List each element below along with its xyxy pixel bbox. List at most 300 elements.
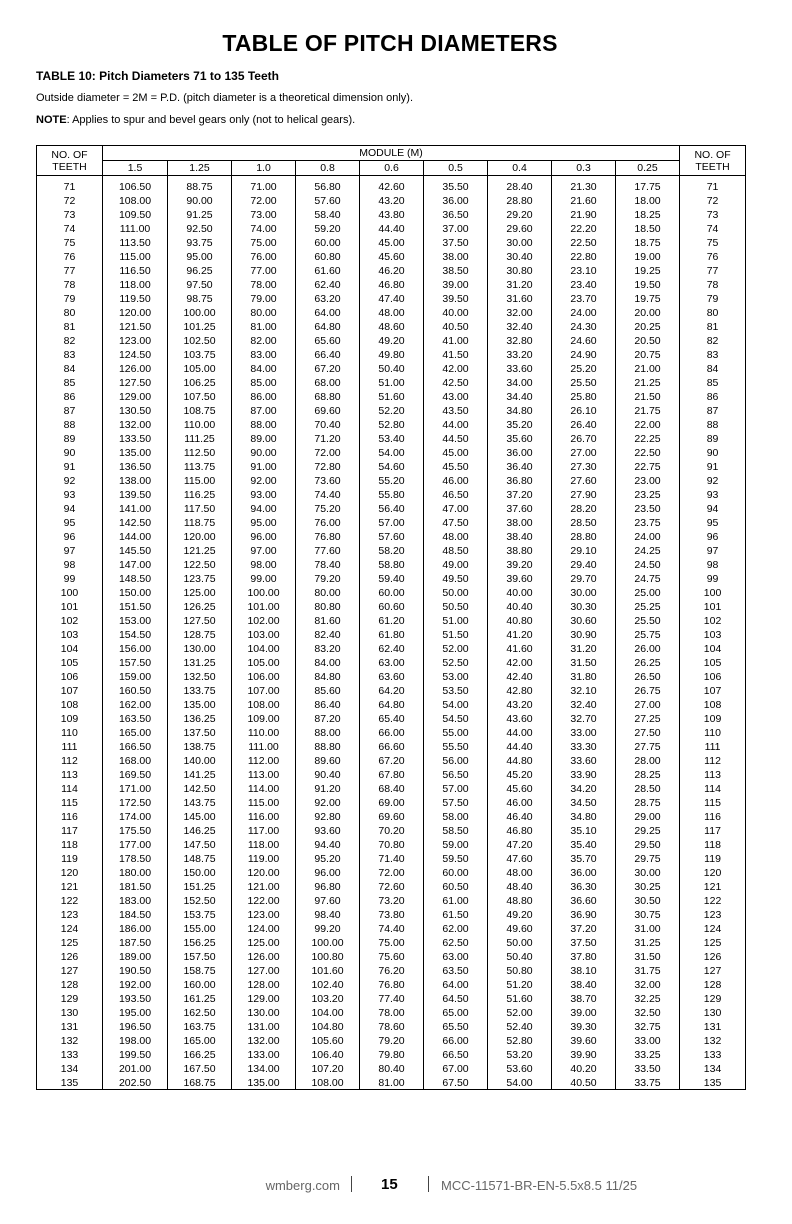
diameter-cell: 113.75 <box>168 460 232 474</box>
table-row <box>37 922 746 936</box>
diameter-cell: 32.40 <box>488 320 552 334</box>
teeth-cell: 130 <box>680 1006 746 1020</box>
diameter-cell: 120.00 <box>232 866 296 880</box>
diameter-cell: 133.00 <box>232 1048 296 1062</box>
diameter-cell: 83.20 <box>296 642 360 656</box>
teeth-cell: 122 <box>680 894 746 908</box>
diameter-cell: 33.00 <box>616 1034 680 1048</box>
diameter-cell: 193.50 <box>103 992 168 1006</box>
teeth-cell: 87 <box>680 404 746 418</box>
diameter-cell: 40.50 <box>424 320 488 334</box>
diameter-cell: 150.00 <box>168 866 232 880</box>
diameter-cell: 30.40 <box>488 250 552 264</box>
diameter-cell: 74.40 <box>296 488 360 502</box>
diameter-cell: 69.00 <box>360 796 424 810</box>
diameter-cell: 29.40 <box>552 558 616 572</box>
teeth-cell: 131 <box>37 1020 103 1034</box>
diameter-cell: 34.80 <box>488 404 552 418</box>
diameter-cell: 81.60 <box>296 614 360 628</box>
teeth-cell: 115 <box>37 796 103 810</box>
diameter-cell: 109.00 <box>232 712 296 726</box>
diameter-cell: 21.30 <box>552 176 616 195</box>
table-row <box>37 684 746 698</box>
diameter-cell: 67.20 <box>360 754 424 768</box>
diameter-cell: 163.75 <box>168 1020 232 1034</box>
pitch-diameter-table <box>36 145 746 1090</box>
diameter-cell: 144.00 <box>103 530 168 544</box>
diameter-cell: 53.00 <box>424 670 488 684</box>
diameter-cell: 52.80 <box>360 418 424 432</box>
diameter-cell: 91.00 <box>232 460 296 474</box>
diameter-cell: 31.20 <box>552 642 616 656</box>
diameter-cell: 64.00 <box>424 978 488 992</box>
diameter-cell: 111.00 <box>232 740 296 754</box>
diameter-cell: 159.00 <box>103 670 168 684</box>
teeth-cell: 127 <box>37 964 103 978</box>
diameter-cell: 67.80 <box>360 768 424 782</box>
diameter-cell: 59.20 <box>296 222 360 236</box>
diameter-cell: 30.50 <box>616 894 680 908</box>
diameter-cell: 60.50 <box>424 880 488 894</box>
diameter-cell: 49.20 <box>360 334 424 348</box>
teeth-cell: 93 <box>680 488 746 502</box>
diameter-cell: 105.60 <box>296 1034 360 1048</box>
table-row <box>37 1020 746 1034</box>
diameter-cell: 32.75 <box>616 1020 680 1034</box>
diameter-cell: 183.00 <box>103 894 168 908</box>
diameter-cell: 102.00 <box>232 614 296 628</box>
diameter-cell: 34.00 <box>488 376 552 390</box>
diameter-cell: 59.00 <box>424 838 488 852</box>
diameter-cell: 53.20 <box>488 1048 552 1062</box>
teeth-cell: 127 <box>680 964 746 978</box>
teeth-cell: 123 <box>37 908 103 922</box>
teeth-cell: 92 <box>680 474 746 488</box>
diameter-cell: 47.20 <box>488 838 552 852</box>
footer-doc-code: MCC-11571-BR-EN-5.5x8.5 11/25 <box>441 1178 638 1193</box>
diameter-cell: 41.20 <box>488 628 552 642</box>
teeth-cell: 97 <box>37 544 103 558</box>
diameter-cell: 116.25 <box>168 488 232 502</box>
diameter-cell: 105.00 <box>168 362 232 376</box>
teeth-header-left: NO. OF TEETH <box>37 146 103 176</box>
diameter-cell: 25.20 <box>552 362 616 376</box>
teeth-cell: 132 <box>37 1034 103 1048</box>
teeth-cell: 94 <box>37 502 103 516</box>
teeth-cell: 126 <box>37 950 103 964</box>
diameter-cell: 69.60 <box>360 810 424 824</box>
teeth-cell: 100 <box>680 586 746 600</box>
diameter-cell: 190.50 <box>103 964 168 978</box>
teeth-cell: 132 <box>680 1034 746 1048</box>
diameter-cell: 76.80 <box>360 978 424 992</box>
diameter-cell: 31.80 <box>552 670 616 684</box>
diameter-cell: 104.00 <box>296 1006 360 1020</box>
diameter-cell: 26.10 <box>552 404 616 418</box>
diameter-cell: 135.00 <box>168 698 232 712</box>
teeth-cell: 124 <box>680 922 746 936</box>
diameter-cell: 39.90 <box>552 1048 616 1062</box>
teeth-cell: 108 <box>37 698 103 712</box>
teeth-cell: 104 <box>680 642 746 656</box>
diameter-cell: 37.60 <box>488 502 552 516</box>
page-title: TABLE OF PITCH DIAMETERS <box>222 30 558 56</box>
diameter-cell: 165.00 <box>103 726 168 740</box>
table-row <box>37 236 746 250</box>
diameter-cell: 92.50 <box>168 222 232 236</box>
diameter-cell: 46.00 <box>488 796 552 810</box>
diameter-cell: 54.50 <box>424 712 488 726</box>
diameter-cell: 129.00 <box>103 390 168 404</box>
diameter-cell: 72.80 <box>296 460 360 474</box>
diameter-cell: 30.00 <box>616 866 680 880</box>
teeth-cell: 81 <box>37 320 103 334</box>
diameter-cell: 198.00 <box>103 1034 168 1048</box>
teeth-cell: 72 <box>680 194 746 208</box>
diameter-cell: 57.50 <box>424 796 488 810</box>
diameter-cell: 77.40 <box>360 992 424 1006</box>
diameter-cell: 86.40 <box>296 698 360 712</box>
diameter-cell: 118.75 <box>168 516 232 530</box>
diameter-cell: 36.30 <box>552 880 616 894</box>
diameter-cell: 148.50 <box>103 572 168 586</box>
diameter-cell: 82.00 <box>232 334 296 348</box>
teeth-cell: 135 <box>37 1076 103 1090</box>
teeth-cell: 90 <box>37 446 103 460</box>
diameter-cell: 55.50 <box>424 740 488 754</box>
diameter-cell: 83.00 <box>232 348 296 362</box>
diameter-cell: 100.80 <box>296 950 360 964</box>
diameter-cell: 45.00 <box>360 236 424 250</box>
diameter-cell: 184.50 <box>103 908 168 922</box>
teeth-cell: 103 <box>37 628 103 642</box>
diameter-cell: 36.60 <box>552 894 616 908</box>
diameter-cell: 151.50 <box>103 600 168 614</box>
table-row <box>37 754 746 768</box>
diameter-cell: 166.50 <box>103 740 168 754</box>
diameter-cell: 34.20 <box>552 782 616 796</box>
diameter-cell: 24.60 <box>552 334 616 348</box>
diameter-cell: 34.80 <box>552 810 616 824</box>
diameter-cell: 29.10 <box>552 544 616 558</box>
diameter-cell: 53.60 <box>488 1062 552 1076</box>
diameter-cell: 60.80 <box>296 250 360 264</box>
diameter-cell: 76.20 <box>360 964 424 978</box>
diameter-cell: 192.00 <box>103 978 168 992</box>
table-row <box>37 908 746 922</box>
diameter-cell: 67.20 <box>296 362 360 376</box>
teeth-cell: 109 <box>680 712 746 726</box>
teeth-cell: 90 <box>680 446 746 460</box>
diameter-cell: 69.60 <box>296 404 360 418</box>
teeth-cell: 113 <box>680 768 746 782</box>
table-row <box>37 404 746 418</box>
diameter-cell: 42.60 <box>360 176 424 195</box>
diameter-cell: 52.40 <box>488 1020 552 1034</box>
diameter-cell: 70.20 <box>360 824 424 838</box>
diameter-cell: 181.50 <box>103 880 168 894</box>
table-row <box>37 992 746 1006</box>
diameter-cell: 118.00 <box>103 278 168 292</box>
diameter-cell: 96.00 <box>296 866 360 880</box>
diameter-cell: 120.00 <box>168 530 232 544</box>
diameter-cell: 123.75 <box>168 572 232 586</box>
table-row <box>37 726 746 740</box>
teeth-cell: 83 <box>37 348 103 362</box>
teeth-cell: 119 <box>37 852 103 866</box>
diameter-cell: 40.00 <box>488 586 552 600</box>
table-row <box>37 176 746 195</box>
diameter-cell: 46.00 <box>424 474 488 488</box>
table-row <box>37 502 746 516</box>
diameter-cell: 105.00 <box>232 656 296 670</box>
table-row <box>37 600 746 614</box>
diameter-cell: 126.00 <box>232 950 296 964</box>
diameter-cell: 81.00 <box>232 320 296 334</box>
diameter-cell: 157.50 <box>103 656 168 670</box>
diameter-cell: 53.50 <box>424 684 488 698</box>
diameter-cell: 28.00 <box>616 754 680 768</box>
diameter-cell: 99.00 <box>232 572 296 586</box>
diameter-cell: 102.40 <box>296 978 360 992</box>
diameter-cell: 86.00 <box>232 390 296 404</box>
diameter-cell: 37.50 <box>552 936 616 950</box>
teeth-cell: 135 <box>680 1076 746 1090</box>
diameter-cell: 25.75 <box>616 628 680 642</box>
diameter-cell: 114.00 <box>232 782 296 796</box>
module-column-header: 0.3 <box>552 161 616 176</box>
diameter-cell: 55.00 <box>424 726 488 740</box>
diameter-cell: 150.00 <box>103 586 168 600</box>
teeth-cell: 81 <box>680 320 746 334</box>
diameter-cell: 107.00 <box>232 684 296 698</box>
diameter-cell: 84.80 <box>296 670 360 684</box>
diameter-cell: 19.50 <box>616 278 680 292</box>
diameter-cell: 28.80 <box>488 194 552 208</box>
diameter-cell: 103.00 <box>232 628 296 642</box>
diameter-cell: 64.80 <box>360 698 424 712</box>
table-row <box>37 390 746 404</box>
teeth-cell: 87 <box>37 404 103 418</box>
diameter-cell: 92.80 <box>296 810 360 824</box>
diameter-cell: 45.20 <box>488 768 552 782</box>
diameter-cell: 65.60 <box>296 334 360 348</box>
table-row <box>37 572 746 586</box>
diameter-cell: 133.75 <box>168 684 232 698</box>
diameter-cell: 127.50 <box>168 614 232 628</box>
diameter-cell: 38.50 <box>424 264 488 278</box>
diameter-cell: 99.20 <box>296 922 360 936</box>
teeth-cell: 82 <box>680 334 746 348</box>
diameter-cell: 148.75 <box>168 852 232 866</box>
diameter-cell: 91.20 <box>296 782 360 796</box>
diameter-cell: 38.70 <box>552 992 616 1006</box>
diameter-cell: 19.00 <box>616 250 680 264</box>
diameter-cell: 76.00 <box>296 516 360 530</box>
diameter-cell: 30.25 <box>616 880 680 894</box>
diameter-cell: 78.40 <box>296 558 360 572</box>
diameter-cell: 96.80 <box>296 880 360 894</box>
diameter-cell: 48.00 <box>488 866 552 880</box>
diameter-cell: 65.50 <box>424 1020 488 1034</box>
diameter-cell: 108.75 <box>168 404 232 418</box>
diameter-cell: 34.50 <box>552 796 616 810</box>
diameter-cell: 75.00 <box>232 236 296 250</box>
diameter-cell: 31.00 <box>616 922 680 936</box>
diameter-cell: 21.90 <box>552 208 616 222</box>
diameter-cell: 51.00 <box>424 614 488 628</box>
table-row <box>37 628 746 642</box>
table-row <box>37 460 746 474</box>
diameter-cell: 31.60 <box>488 292 552 306</box>
diameter-cell: 127.50 <box>103 376 168 390</box>
diameter-cell: 66.40 <box>296 348 360 362</box>
teeth-cell: 73 <box>680 208 746 222</box>
teeth-cell: 96 <box>680 530 746 544</box>
diameter-cell: 135.00 <box>232 1076 296 1090</box>
diameter-cell: 38.00 <box>488 516 552 530</box>
diameter-cell: 31.50 <box>616 950 680 964</box>
diameter-cell: 127.00 <box>232 964 296 978</box>
teeth-cell: 94 <box>680 502 746 516</box>
diameter-cell: 61.20 <box>360 614 424 628</box>
diameter-cell: 80.40 <box>360 1062 424 1076</box>
diameter-cell: 108.00 <box>296 1076 360 1090</box>
table-row <box>37 670 746 684</box>
diameter-cell: 66.00 <box>424 1034 488 1048</box>
diameter-cell: 28.40 <box>488 176 552 195</box>
diameter-cell: 39.60 <box>552 1034 616 1048</box>
diameter-cell: 46.20 <box>360 264 424 278</box>
table-row <box>37 278 746 292</box>
table-row <box>37 936 746 950</box>
table-row <box>37 642 746 656</box>
diameter-cell: 117.00 <box>232 824 296 838</box>
diameter-cell: 58.40 <box>296 208 360 222</box>
diameter-cell: 84.00 <box>232 362 296 376</box>
diameter-cell: 17.75 <box>616 176 680 195</box>
diameter-cell: 74.00 <box>232 222 296 236</box>
table-row <box>37 1006 746 1020</box>
diameter-cell: 95.20 <box>296 852 360 866</box>
diameter-cell: 52.00 <box>424 642 488 656</box>
diameter-cell: 23.40 <box>552 278 616 292</box>
teeth-cell: 113 <box>37 768 103 782</box>
diameter-cell: 166.25 <box>168 1048 232 1062</box>
diameter-cell: 56.40 <box>360 502 424 516</box>
diameter-cell: 38.80 <box>488 544 552 558</box>
diameter-cell: 61.80 <box>360 628 424 642</box>
diameter-cell: 58.20 <box>360 544 424 558</box>
diameter-cell: 187.50 <box>103 936 168 950</box>
diameter-cell: 57.00 <box>424 782 488 796</box>
teeth-cell: 74 <box>37 222 103 236</box>
diameter-cell: 98.00 <box>232 558 296 572</box>
teeth-cell: 134 <box>37 1062 103 1076</box>
table-row <box>37 1062 746 1076</box>
diameter-cell: 24.00 <box>552 306 616 320</box>
teeth-cell: 95 <box>37 516 103 530</box>
diameter-cell: 104.80 <box>296 1020 360 1034</box>
diameter-cell: 45.60 <box>488 782 552 796</box>
diameter-cell: 50.00 <box>424 586 488 600</box>
diameter-cell: 31.75 <box>616 964 680 978</box>
table-row <box>37 866 746 880</box>
diameter-cell: 18.25 <box>616 208 680 222</box>
diameter-cell: 89.00 <box>232 432 296 446</box>
diameter-cell: 45.50 <box>424 460 488 474</box>
diameter-cell: 26.40 <box>552 418 616 432</box>
diameter-cell: 87.20 <box>296 712 360 726</box>
diameter-cell: 55.20 <box>360 474 424 488</box>
diameter-cell: 50.80 <box>488 964 552 978</box>
teeth-cell: 91 <box>680 460 746 474</box>
diameter-cell: 30.00 <box>552 586 616 600</box>
diameter-cell: 100.00 <box>232 586 296 600</box>
diameter-cell: 68.40 <box>360 782 424 796</box>
teeth-cell: 101 <box>680 600 746 614</box>
diameter-cell: 93.60 <box>296 824 360 838</box>
diameter-cell: 71.40 <box>360 852 424 866</box>
teeth-cell: 99 <box>680 572 746 586</box>
diameter-cell: 113.50 <box>103 236 168 250</box>
diameter-cell: 42.00 <box>424 362 488 376</box>
module-header: MODULE (M) <box>103 146 680 161</box>
teeth-cell: 117 <box>680 824 746 838</box>
diameter-cell: 30.60 <box>552 614 616 628</box>
diameter-cell: 43.80 <box>360 208 424 222</box>
teeth-cell: 97 <box>680 544 746 558</box>
table-row <box>37 348 746 362</box>
diameter-cell: 123.00 <box>232 908 296 922</box>
diameter-cell: 32.40 <box>552 698 616 712</box>
diameter-cell: 18.75 <box>616 236 680 250</box>
page-number: 15 <box>381 1176 398 1193</box>
diameter-cell: 29.75 <box>616 852 680 866</box>
diameter-cell: 98.75 <box>168 292 232 306</box>
diameter-cell: 48.50 <box>424 544 488 558</box>
table-row <box>37 656 746 670</box>
table-row <box>37 978 746 992</box>
diameter-cell: 75.00 <box>360 936 424 950</box>
diameter-cell: 20.75 <box>616 348 680 362</box>
teeth-cell: 133 <box>680 1048 746 1062</box>
diameter-cell: 84.00 <box>296 656 360 670</box>
table-row <box>37 208 746 222</box>
diameter-cell: 140.00 <box>168 754 232 768</box>
teeth-cell: 85 <box>680 376 746 390</box>
diameter-cell: 142.50 <box>103 516 168 530</box>
diameter-cell: 118.00 <box>232 838 296 852</box>
diameter-cell: 46.80 <box>488 824 552 838</box>
diameter-cell: 38.40 <box>552 978 616 992</box>
diameter-cell: 121.25 <box>168 544 232 558</box>
teeth-cell: 130 <box>37 1006 103 1020</box>
diameter-cell: 71.20 <box>296 432 360 446</box>
diameter-cell: 130.50 <box>103 404 168 418</box>
diameter-cell: 119.50 <box>103 292 168 306</box>
teeth-cell: 105 <box>37 656 103 670</box>
diameter-cell: 101.00 <box>232 600 296 614</box>
teeth-cell: 72 <box>37 194 103 208</box>
diameter-cell: 33.60 <box>488 362 552 376</box>
diameter-cell: 63.20 <box>296 292 360 306</box>
diameter-cell: 92.00 <box>296 796 360 810</box>
diameter-cell: 42.00 <box>488 656 552 670</box>
diameter-cell: 165.00 <box>168 1034 232 1048</box>
diameter-cell: 202.50 <box>103 1076 168 1090</box>
diameter-cell: 123.00 <box>103 334 168 348</box>
